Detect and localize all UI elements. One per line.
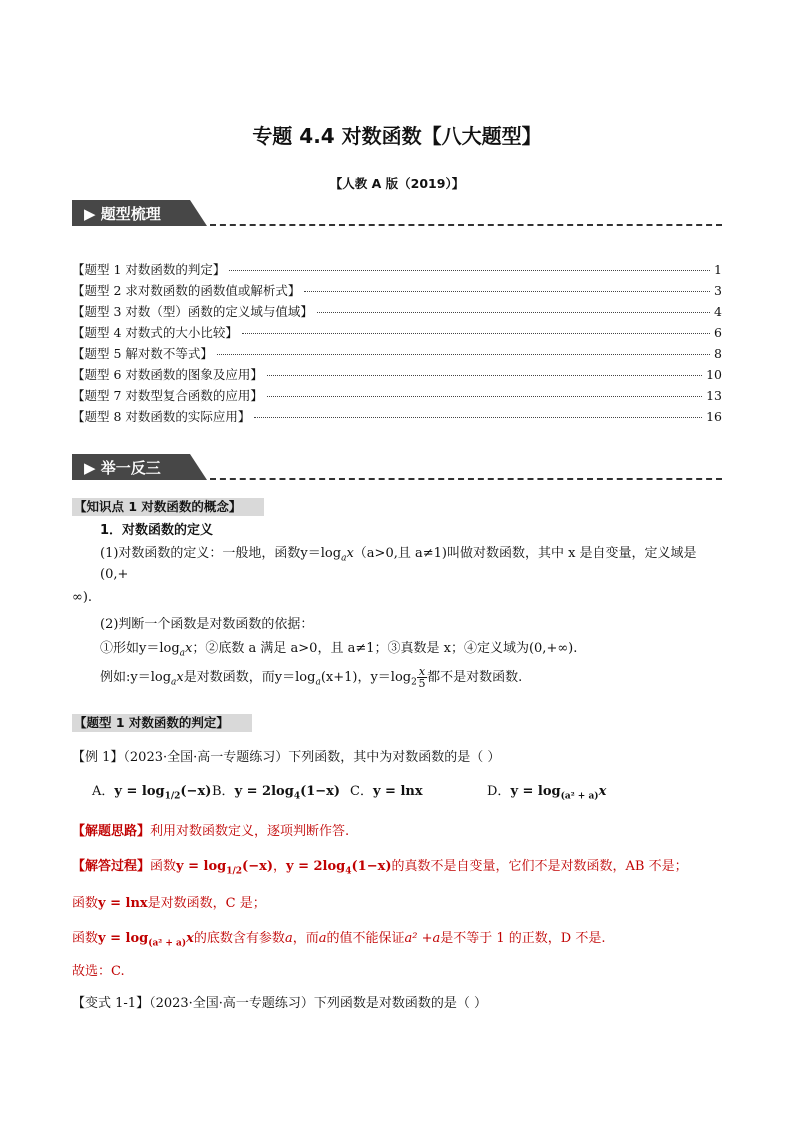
option-b[interactable]: B．$y = 2\log_4(1-x)$ xyxy=(212,784,341,802)
toc-item[interactable]: 【题型 1 对数函数的判定】 1 xyxy=(72,262,722,277)
page-title: 专题 4.4 对数函数【八大题型】 xyxy=(252,124,542,148)
knowledge-header: 【知识点 1 对数函数的概念】 xyxy=(72,498,264,516)
toc-banner xyxy=(72,200,207,226)
solution-step-2: 函数y = lnx是对数函数，C 是； xyxy=(72,896,266,911)
option-d[interactable]: D．$y = \log_{(a^2 + a)}x$ xyxy=(487,784,607,802)
practice-banner xyxy=(72,454,207,480)
solution-answer: 故选：C. xyxy=(72,964,125,979)
judge-intro: (2)判断一个函数是对数函数的依据： xyxy=(100,617,314,632)
toc-item[interactable]: 【题型 5 解对数不等式】 8 xyxy=(72,346,722,361)
toc-item[interactable]: 【题型 6 对数函数的图象及应用】 10 xyxy=(72,367,722,382)
knowledge-heading: 1．对数函数的定义 xyxy=(100,523,214,538)
page-subtitle: 【人教 A 版（2019）】 xyxy=(329,176,465,191)
toc-divider xyxy=(210,224,722,226)
variant-question: 【变式 1-1】（2023·全国·高一专题练习）下列函数是对数函数的是（ ） xyxy=(72,996,488,1011)
practice-banner-label: ▶ 举一反三 xyxy=(84,459,161,477)
definition-domain-1: (0,+ xyxy=(100,567,129,582)
solution-idea: 【解题思路】利用对数函数定义，逐项判断作答. xyxy=(72,824,350,839)
definition-domain-2: ∞). xyxy=(72,590,93,605)
toc-item[interactable]: 【题型 2 求对数函数的函数值或解析式】 3 xyxy=(72,283,722,298)
section-header: 【题型 1 对数函数的判定】 xyxy=(72,714,252,732)
toc-banner-label: ▶ 题型梳理 xyxy=(84,205,161,223)
toc-item[interactable]: 【题型 8 对数函数的实际应用】 16 xyxy=(72,409,722,424)
toc-item[interactable]: 【题型 4 对数式的大小比较】 6 xyxy=(72,325,722,340)
example-question: 【例 1】（2023·全国·高一专题练习）下列函数，其中为对数函数的是（ ） xyxy=(72,750,501,765)
toc-item[interactable]: 【题型 7 对数型复合函数的应用】 13 xyxy=(72,388,722,403)
solution-step-3: 函数$y = \log_{(a^2 + a)}x$的底数含有参数a，而a的值不能保证a² +a是不等于 1 的正数，D 不是. xyxy=(72,931,606,949)
solution-step-1: 【解答过程】函数$y = \log_{1/2}(-x)$，$y = 2\log_4(1-x)$的真数不是自变量，它们不是对数函数，AB 不是； xyxy=(72,859,688,877)
example-line: 例如$:y=\log_ax$是对数函数，而$y=\log_a(x+1)$，$y=\log_2$ $\frac{x}{5}$ 都不是对数函数. xyxy=(100,665,523,690)
judge-criteria: ①形如$y=\log_ax$；②底数 a 满足 a>0，且 a≠1；③真数是 x；④定义域为(0,+∞). xyxy=(100,641,578,659)
option-c[interactable]: C．y = lnx xyxy=(350,784,423,799)
fraction: $\frac{x}{5}$ xyxy=(418,665,426,690)
option-a[interactable]: A．$y = \log_{1/2}(-x)$ xyxy=(92,784,212,802)
practice-divider xyxy=(210,478,722,480)
toc-item[interactable]: 【题型 3 对数（型）函数的定义域与值域】 4 xyxy=(72,304,722,319)
definition-line: (1)对数函数的定义：一般地，函数$y=\log_ax(a>0$,且 a≠1)叫做对数函数，其中 x 是自变量，定义域是 xyxy=(100,546,697,564)
